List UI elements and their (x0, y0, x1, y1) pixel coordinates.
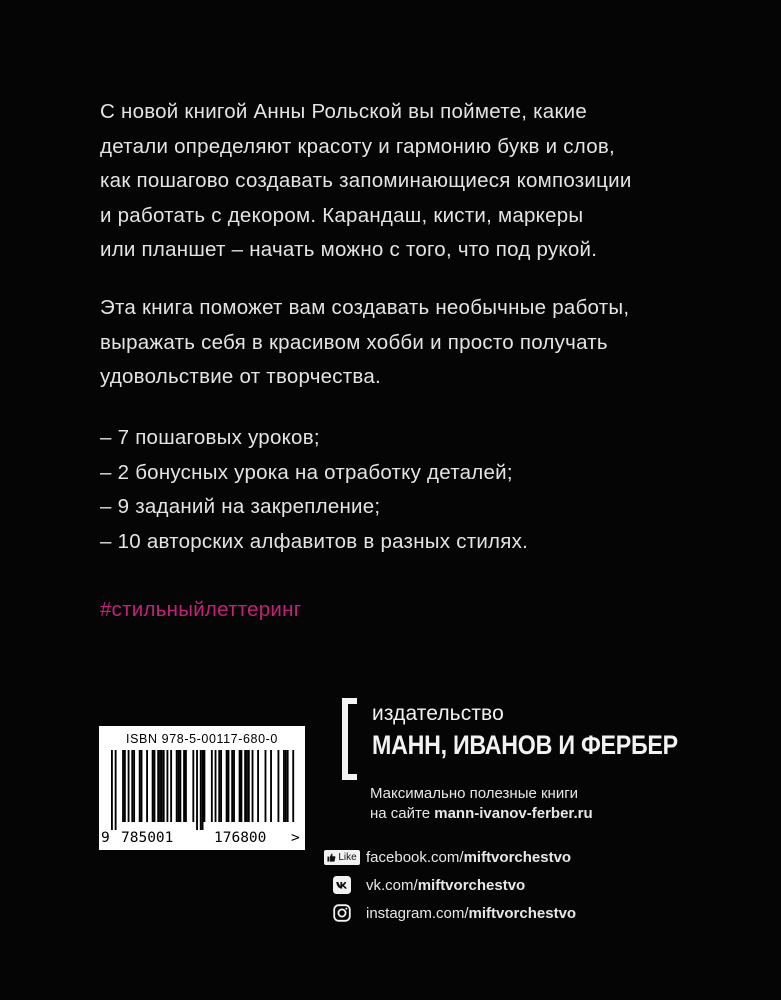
barcode (99, 726, 305, 850)
text-line: и работать с декором. Карандаш, кисти, маркеры (100, 203, 584, 227)
publisher-tagline (370, 784, 593, 824)
barcode-bar (122, 750, 124, 822)
barcode-bar (178, 750, 180, 822)
barcode-bars (111, 750, 295, 830)
barcode-bar (179, 750, 181, 822)
barcode-digit-group-right: 176800 (214, 830, 267, 846)
barcode-bar (252, 750, 254, 822)
tagline-line-1: Максимально полезные книги (370, 785, 579, 802)
barcode-bar (204, 750, 206, 822)
text-line: как пошагово создавать запоминающиеся композиции (100, 169, 632, 192)
barcode-bar (218, 750, 220, 822)
vk-link[interactable] (318, 875, 525, 895)
facebook-prefix: facebook.com/ (366, 848, 464, 866)
barcode-bar (170, 750, 172, 822)
list-item: – 9 заданий на закрепление; (100, 495, 381, 518)
barcode-bar (124, 750, 126, 822)
barcode-bar (278, 750, 280, 822)
like-label: Like (338, 851, 357, 863)
vk-handle: miftvorchestvo (417, 876, 526, 894)
tagline-line-2 (370, 804, 593, 824)
publisher-name: МАНН, ИВАНОВ И ФЕРБЕР (372, 730, 678, 760)
barcode-bar (133, 750, 135, 822)
barcode-quiet-zone-mark: > (291, 830, 300, 846)
barcode-bar (202, 750, 204, 830)
barcode-bar (285, 750, 287, 822)
barcode-bar (183, 750, 185, 822)
description-paragraph-1 (100, 95, 700, 268)
text-line: Эта книга поможет вам создавать необычные работы, (100, 296, 630, 319)
barcode-bar (287, 750, 289, 822)
text-line: С новой книгой Анны Рольской вы поймете, какие (100, 100, 588, 123)
isbn-number: ISBN 978-5-00117-680-0 (126, 732, 278, 746)
barcode-bar (161, 750, 163, 822)
features-list (100, 421, 700, 559)
barcode-bar (128, 750, 130, 822)
vk-icon (318, 876, 366, 894)
facebook-handle: miftvorchestvo (463, 848, 572, 866)
barcode-bar (152, 750, 154, 822)
barcode-bar (131, 750, 133, 822)
barcode-bar (283, 750, 285, 822)
text-line: выражать себя в красивом хобби и просто получать (100, 330, 608, 354)
barcode-bar (176, 750, 178, 822)
list-item: – 10 авторских алфавитов в разных стилях. (100, 529, 529, 553)
barcode-bar (239, 750, 241, 822)
barcode-bar (111, 750, 113, 830)
instagram-link[interactable] (318, 903, 576, 923)
publisher-bracket-logo (342, 698, 357, 780)
barcode-bar (257, 750, 259, 822)
barcode-bar (115, 750, 117, 830)
vk-prefix: vk.com/ (366, 876, 418, 894)
barcode-bar (265, 750, 267, 822)
barcode-bar (246, 750, 248, 822)
hashtag: #стильныйлеттеринг (100, 598, 302, 621)
barcode-bar (196, 750, 198, 830)
instagram-handle: miftvorchestvo (468, 904, 577, 922)
barcode-bar (248, 750, 250, 822)
barcode-bar (159, 750, 161, 822)
barcode-bar (220, 750, 222, 822)
instagram-prefix: instagram.com/ (366, 904, 469, 922)
barcode-bar (244, 750, 246, 822)
facebook-link[interactable] (318, 847, 571, 867)
description-paragraph-2 (100, 291, 700, 395)
barcode-bar (139, 750, 141, 822)
thumbs-up-icon (327, 853, 336, 862)
barcode-digit-group-left: 785001 (121, 830, 174, 846)
barcode-bar (241, 750, 243, 822)
barcode-bar (211, 750, 213, 822)
tagline-prefix: на сайте (370, 805, 435, 822)
barcode-bar (270, 750, 272, 822)
barcode-bar (228, 750, 230, 822)
instagram-icon (318, 904, 366, 922)
barcode-bar (163, 750, 165, 822)
barcode-bar (233, 750, 235, 822)
barcode-bar (192, 750, 194, 822)
website-link[interactable]: mann-ivanov-ferber.ru (434, 805, 593, 822)
barcode-bar (185, 750, 187, 822)
barcode-digit-lead: 9 (101, 830, 110, 846)
barcode-bar (226, 750, 228, 822)
text-line: или планшет – начать можно с того, что под рукой. (100, 238, 598, 261)
publisher-label: издательство (372, 702, 504, 725)
barcode-bar (231, 750, 233, 822)
list-item: – 7 пошаговых уроков; (100, 426, 320, 449)
list-item: – 2 бонусных урока на отработку деталей; (100, 460, 513, 484)
barcode-bar (154, 750, 156, 822)
text-line: удовольствие от творчества. (100, 365, 381, 388)
barcode-bar (157, 750, 159, 822)
barcode-bar (292, 750, 294, 822)
barcode-bar (167, 750, 169, 822)
barcode-bar (146, 750, 148, 822)
barcode-bar (141, 750, 143, 822)
barcode-bar (200, 750, 202, 830)
barcode-bar (215, 750, 217, 822)
text-line: детали определяют красоту и гармонию букв и слов, (100, 134, 615, 158)
facebook-like-icon (318, 850, 366, 865)
